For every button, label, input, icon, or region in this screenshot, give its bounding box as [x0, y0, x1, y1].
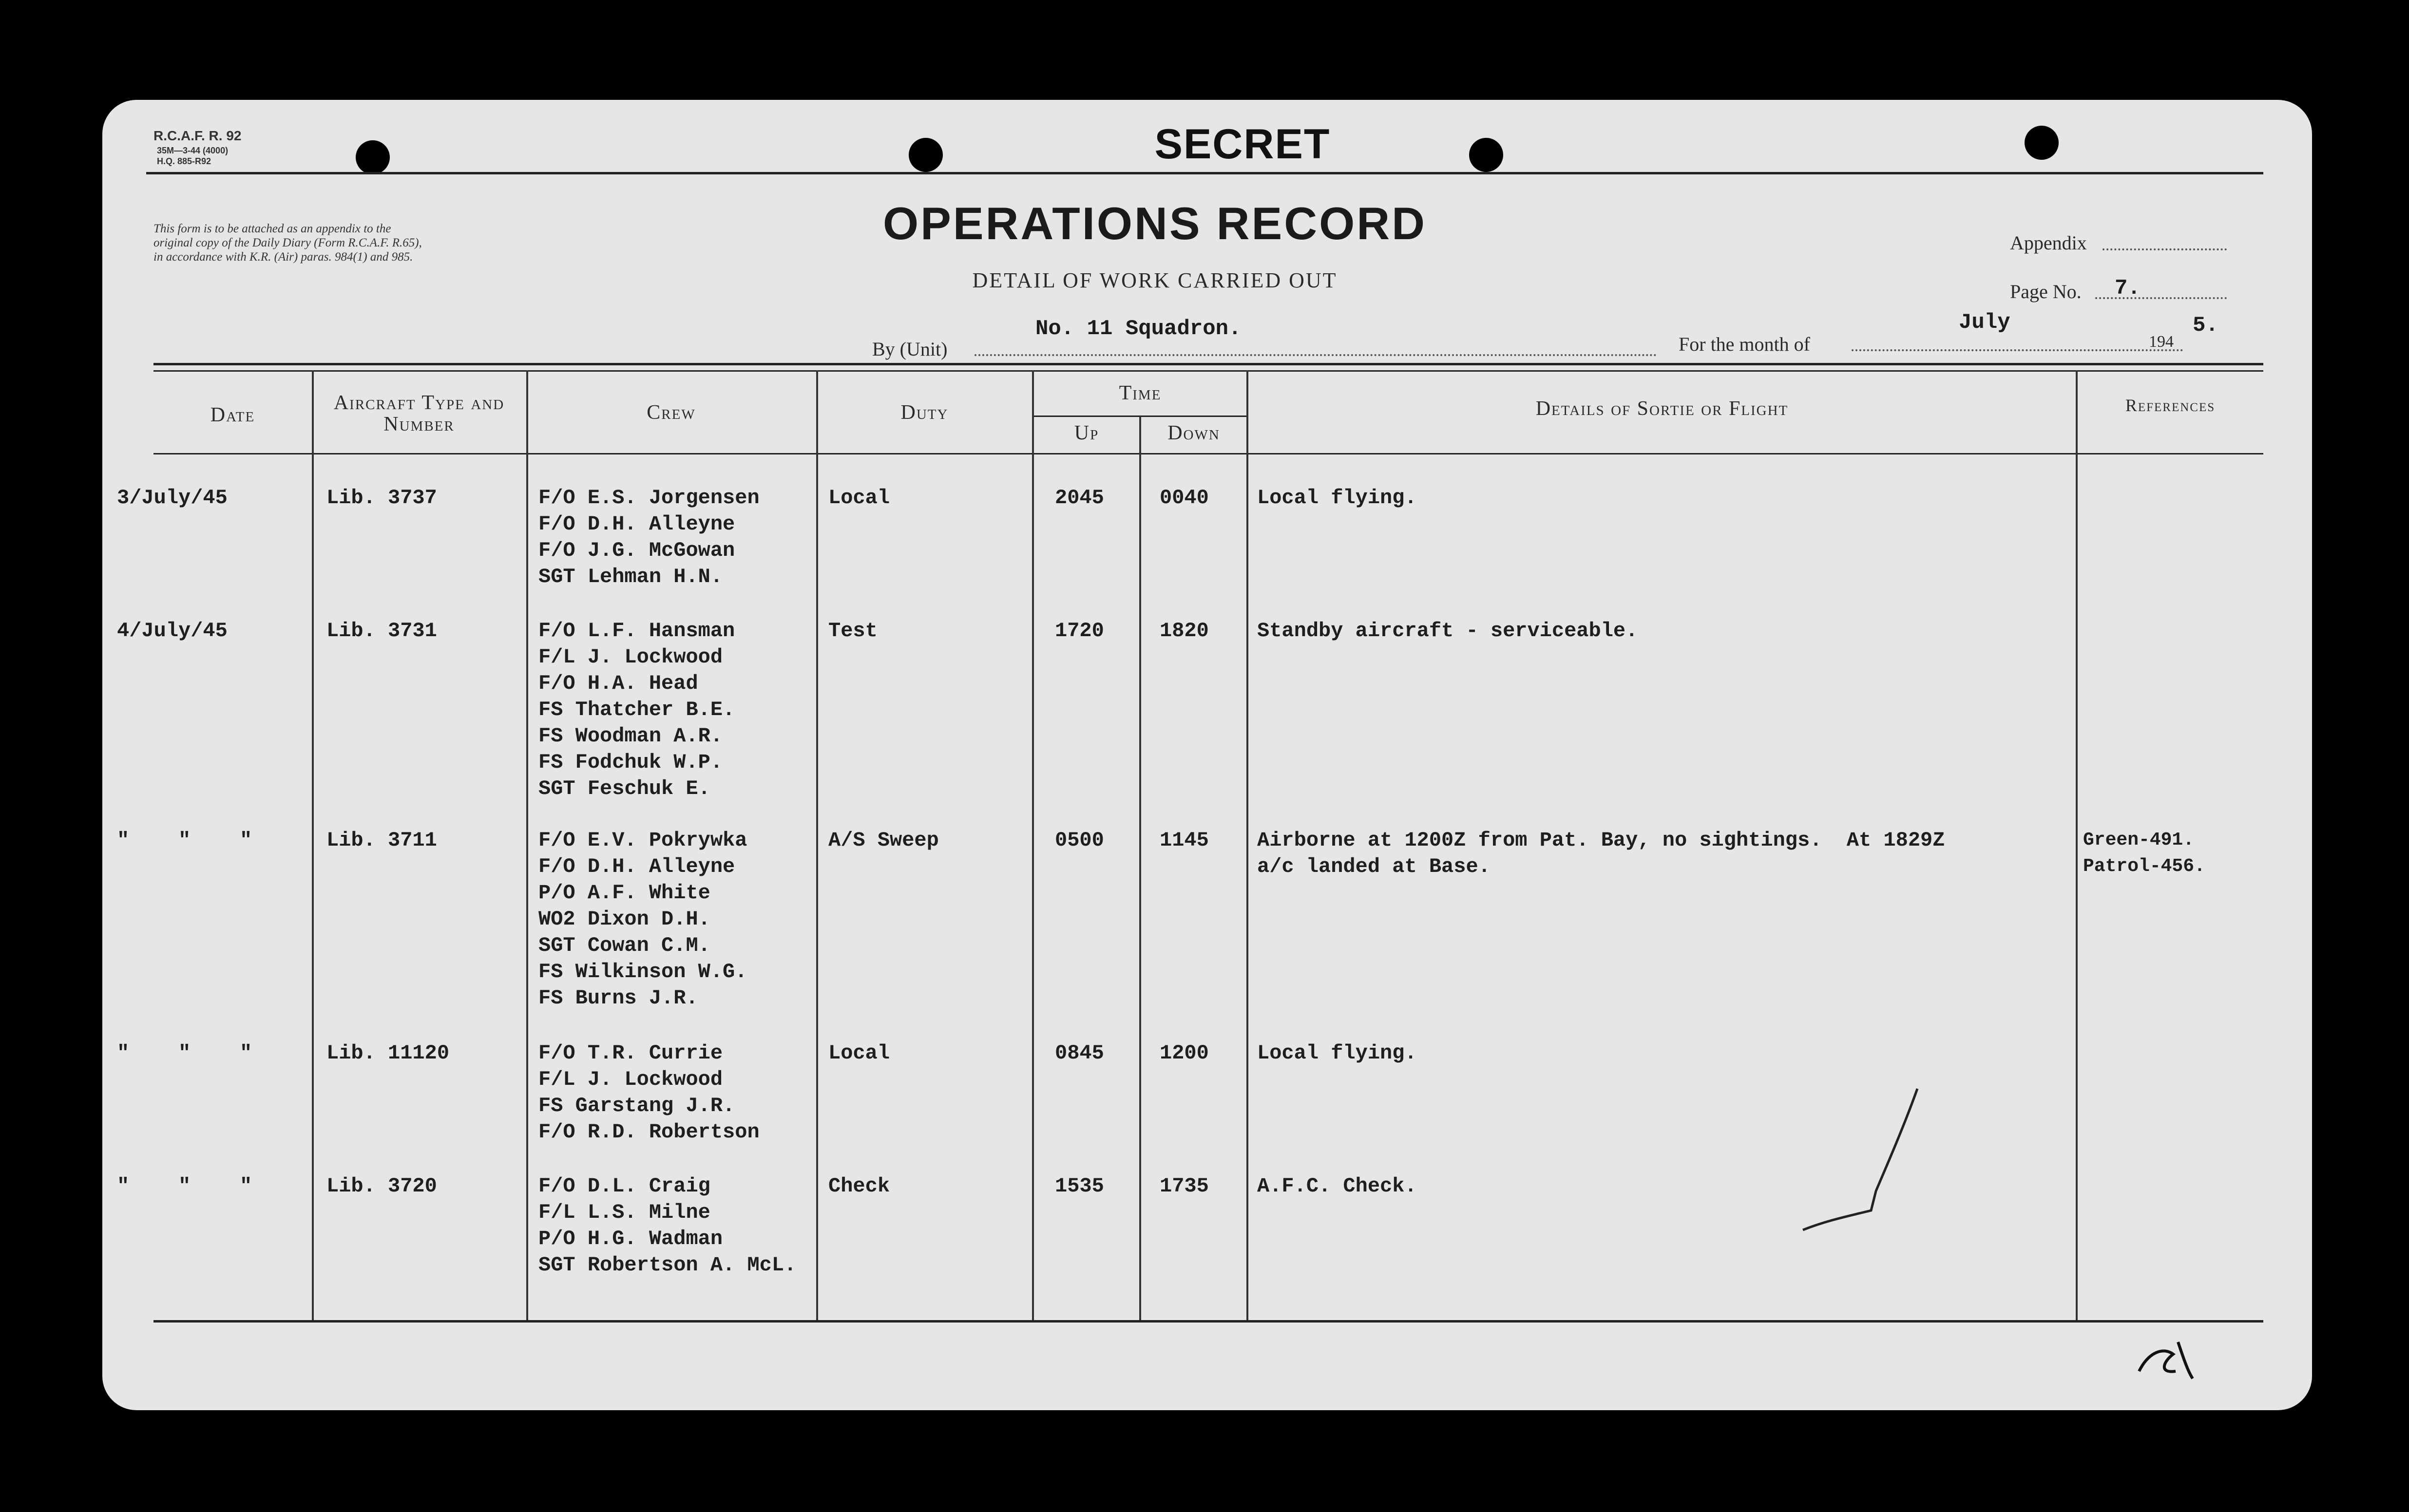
crew-member: F/O H.A. Head [538, 672, 698, 695]
form-subtitle: DETAIL OF WORK CARRIED OUT [972, 268, 1338, 292]
header-aircraft: Aircraft Type and Number [333, 392, 505, 435]
page-number: 7. [2115, 276, 2141, 301]
crew-member: FS Thatcher B.E. [538, 698, 735, 721]
header-date: Date [210, 404, 255, 426]
row-duty: Local [828, 486, 890, 510]
crew-member: SGT Lehman H.N. [538, 565, 723, 588]
header-details: Details of Sortie or Flight [1535, 397, 1789, 420]
row-details [1257, 1173, 1417, 1199]
reference-line: Patrol-456. [2083, 856, 2205, 877]
details-line: Airborne at 1200Z from Pat. Bay, no sightings. At 1829Z [1257, 829, 1945, 852]
year-prefix: 194 [2149, 333, 2174, 351]
unit-value: No. 11 Squadron. [1035, 317, 1242, 341]
header-bottom-rule [153, 453, 2263, 454]
operations-record-card [102, 100, 2312, 1410]
row-crew-list [538, 1040, 760, 1145]
punch-hole [356, 140, 390, 174]
row-duty: A/S Sweep [828, 829, 939, 852]
header-duty: Duty [900, 401, 949, 424]
crew-member: F/O J.G. McGowan [538, 539, 735, 562]
details-line: Local flying. [1257, 486, 1417, 510]
crew-member: F/L L.S. Milne [538, 1201, 710, 1224]
row-crew-list [538, 485, 760, 590]
crew-member: SGT Cowan C.M. [538, 934, 710, 957]
header-references: References [2125, 396, 2216, 415]
crew-member: WO2 Dixon D.H. [538, 907, 710, 931]
appendix-line [2103, 248, 2227, 250]
row-details [1257, 1040, 1417, 1066]
form-title: OPERATIONS RECORD [883, 198, 1427, 249]
row-time-up: 1720 [1055, 619, 1104, 643]
punch-hole [909, 138, 943, 172]
crew-member: F/O T.R. Currie [538, 1041, 723, 1065]
instruction-note: This form is to be attached as an appendix to the original copy of the Daily Diary (Form R.C.A.F. R.65), in accordance with K.R. (Air) paras. 984(1) and 985. [153, 222, 422, 264]
row-time-down: 1735 [1160, 1174, 1209, 1198]
column-divider [1139, 416, 1141, 1320]
year-suffix: 5. [2193, 313, 2218, 338]
row-date: 3/July/45 [117, 486, 228, 510]
row-references [2083, 827, 2205, 880]
row-crew-list [538, 827, 747, 1011]
column-divider [2076, 370, 2078, 1320]
unit-line [975, 354, 1657, 356]
header-up: Up [1074, 422, 1099, 444]
header-down: Down [1167, 422, 1220, 444]
row-aircraft: Lib. 3720 [326, 1174, 437, 1198]
crew-member: FS Fodchuk W.P. [538, 751, 723, 774]
crew-member: P/O H.G. Wadman [538, 1227, 723, 1250]
crew-member: SGT Feschuk E. [538, 777, 710, 800]
header-crew: Crew [647, 401, 696, 424]
row-time-up: 2045 [1055, 486, 1104, 510]
row-duty: Check [828, 1174, 890, 1198]
details-line: A.F.C. Check. [1257, 1174, 1417, 1198]
row-details [1257, 485, 1417, 511]
crew-member: F/L J. Lockwood [538, 645, 723, 669]
handwritten-initials [2129, 1332, 2207, 1386]
details-line: Standby aircraft - serviceable. [1257, 619, 1638, 643]
row-details [1257, 827, 1945, 880]
crew-member: FS Burns J.R. [538, 986, 698, 1010]
punch-hole [1469, 138, 1503, 172]
row-time-up: 1535 [1055, 1174, 1104, 1198]
page-label: Page No. [2010, 281, 2082, 302]
row-details [1257, 618, 1638, 644]
row-aircraft: Lib. 11120 [326, 1041, 450, 1065]
row-time-up: 0845 [1055, 1041, 1104, 1065]
column-divider [816, 370, 818, 1320]
row-duty: Local [828, 1041, 890, 1065]
row-time-down: 0040 [1160, 486, 1209, 510]
row-time-down: 1200 [1160, 1041, 1209, 1065]
month-label: For the month of [1679, 333, 1810, 355]
column-divider [1032, 370, 1034, 1320]
classification-stamp: SECRET [1154, 121, 1331, 168]
crew-member: P/O A.F. White [538, 881, 710, 905]
row-crew-list [538, 1173, 796, 1278]
print-code: 35M—3-44 (4000) [157, 146, 229, 155]
top-rule [146, 172, 2263, 174]
punch-hole [2025, 126, 2059, 160]
unit-label: By (Unit) [872, 338, 948, 360]
print-code: H.Q. 885-R92 [157, 156, 211, 166]
reference-line: Green-491. [2083, 830, 2195, 850]
row-duty: Test [828, 619, 878, 643]
row-date: 4/July/45 [117, 619, 228, 643]
crew-member: FS Wilkinson W.G. [538, 960, 747, 983]
row-date: " " " [117, 829, 252, 852]
crew-member: F/L J. Lockwood [538, 1068, 723, 1091]
appendix-label: Appendix [2010, 232, 2087, 254]
crew-member: F/O D.H. Alleyne [538, 512, 735, 536]
row-time-up: 0500 [1055, 829, 1104, 852]
details-line: Local flying. [1257, 1041, 1417, 1065]
crew-member: FS Woodman A.R. [538, 724, 723, 748]
row-time-down: 1145 [1160, 829, 1209, 852]
header-time: Time [1119, 382, 1162, 404]
row-date: " " " [117, 1041, 252, 1065]
row-date: " " " [117, 1174, 252, 1198]
crew-member: F/O L.F. Hansman [538, 619, 735, 643]
crew-member: F/O E.S. Jorgensen [538, 486, 760, 510]
column-divider [1246, 370, 1248, 1320]
crew-member: F/O D.L. Craig [538, 1174, 710, 1198]
crew-member: F/O R.D. Robertson [538, 1120, 760, 1144]
crew-member: F/O E.V. Pokrywka [538, 829, 747, 852]
table-bottom-rule [153, 1320, 2263, 1323]
row-aircraft: Lib. 3737 [326, 486, 437, 510]
crew-member: F/O D.H. Alleyne [538, 855, 735, 878]
form-code: R.C.A.F. R. 92 [153, 128, 242, 143]
row-crew-list [538, 618, 735, 802]
month-value: July [1959, 310, 2010, 335]
handwritten-check-mark [1798, 1084, 1925, 1240]
month-line [1852, 349, 2183, 351]
column-divider [526, 370, 528, 1320]
table-top-rule [153, 363, 2263, 365]
row-aircraft: Lib. 3731 [326, 619, 437, 643]
row-time-down: 1820 [1160, 619, 1209, 643]
row-aircraft: Lib. 3711 [326, 829, 437, 852]
crew-member: FS Garstang J.R. [538, 1094, 735, 1117]
table-top-rule-2 [153, 370, 2263, 372]
column-divider [312, 370, 314, 1320]
crew-member: SGT Robertson A. McL. [538, 1253, 797, 1277]
details-line: a/c landed at Base. [1257, 855, 1491, 878]
